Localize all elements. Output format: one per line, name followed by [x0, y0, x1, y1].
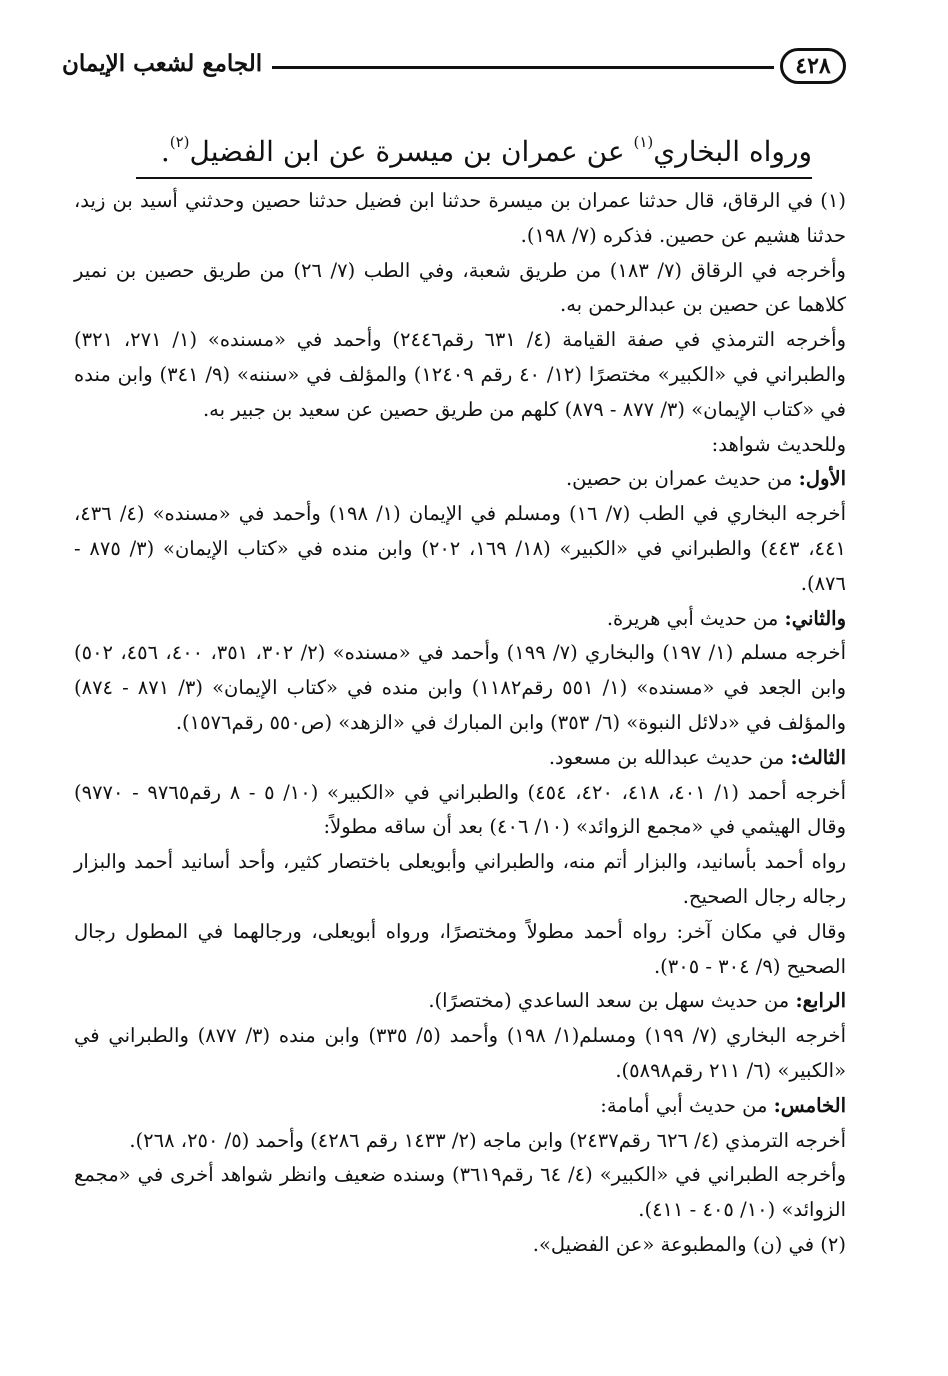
footnote-separator — [136, 177, 812, 179]
footnote-marker-2: (٢) — [169, 133, 190, 151]
footnote-paragraph — [74, 1158, 846, 1228]
main-text — [161, 122, 812, 172]
main-text-part-2: عن عمران بن ميسرة عن ابن الفضيل — [189, 135, 634, 168]
paragraph-heading: والثاني: — [784, 606, 846, 630]
paragraph-text: وأخرجه الطبراني في «الكبير» (٤/ ٦٤ رقم٣٦١٩) وسنده ضعيف وانظر شواهد أخرى في «مجمع الزوائد» (١٠/ ٤٠٥ - ٤١١). — [74, 1163, 846, 1222]
footnote-paragraph — [74, 462, 846, 497]
header-rule — [272, 66, 774, 69]
footnote-paragraph — [74, 254, 846, 324]
footnote-paragraph — [74, 497, 846, 601]
paragraph-heading: الأول: — [798, 467, 846, 491]
book-title: الجامع لشعب الإيمان — [62, 50, 263, 77]
paragraph-text: من حديث عبدالله بن مسعود. — [548, 745, 791, 769]
paragraph-text: من حديث أبي هريرة. — [606, 606, 785, 630]
footnote-paragraph — [74, 602, 846, 637]
paragraph-text: وقال في مكان آخر: رواه أحمد مطولاً ومختصرًا، ورواه أبويعلى، ورجالهما في المطول رجال الصحيح (٩/ ٣٠٤ - ٣٠٥). — [74, 919, 846, 978]
footnote-paragraph — [74, 776, 846, 846]
main-text-part-3: . — [160, 135, 170, 168]
main-text-part-1: ورواه البخاري — [653, 135, 812, 168]
paragraph-text: أخرجه أحمد (١/ ٤٠١، ٤١٨، ٤٢٠، ٤٥٤) والطبراني في «الكبير» (١٠/ ٥ - ٨ رقم٩٧٦٥ - ٩٧٧٠) وقال الهيثمي في «مجمع الزوائد» (١٠/ ٤٠٦) بعد أن ساقه مطولاً: — [74, 780, 846, 839]
footnote-paragraph — [74, 1019, 846, 1089]
footnote-paragraph — [74, 845, 846, 915]
page-number: ٤٢٨ — [780, 48, 846, 84]
footnotes — [74, 184, 846, 1263]
footnote-paragraph — [74, 984, 846, 1019]
footnote-marker-1: (١) — [633, 133, 654, 151]
paragraph-text: (١) في الرقاق، قال حدثنا عمران بن ميسرة حدثنا ابن فضيل حدثنا حصين وحدثني أسيد بن زيد، حدثنا هشيم عن حصين. فذكره (٧/ ١٩٨). — [74, 189, 846, 247]
paragraph-text: وأخرجه في الرقاق (٧/ ١٨٣) من طريق شعبة، وفي الطب (٧/ ٢٦) من طريق حصين بن نمير كلاهما عن حصين بن عبدالرحمن به. — [74, 258, 846, 317]
footnote-paragraph — [74, 1124, 846, 1159]
paragraph-text: وللحديث شواهد: — [711, 432, 846, 456]
footnote-paragraph — [74, 1089, 846, 1124]
running-header — [62, 44, 846, 94]
paragraph-text: أخرجه البخاري (٧/ ١٩٩) ومسلم(١/ ١٩٨) وأحمد (٥/ ٣٣٥) وابن منده (٣/ ٨٧٧) والطبراني في «الكبير» (٦/ ٢١١ رقم٥٨٩٨). — [74, 1024, 846, 1082]
footnote-paragraph — [74, 184, 846, 254]
footnote-paragraph — [74, 323, 846, 427]
footnote-paragraph — [74, 1228, 846, 1263]
paragraph-text: من حديث سهل بن سعد الساعدي (مختصرًا). — [428, 989, 796, 1013]
footnote-paragraph — [74, 428, 846, 463]
paragraph-heading: الثالث: — [790, 745, 846, 769]
footnote-paragraph — [74, 741, 846, 776]
paragraph-text: من حديث عمران بن حصين. — [565, 467, 799, 491]
footnote-paragraph — [74, 636, 846, 740]
paragraph-text: أخرجه الترمذي (٤/ ٦٢٦ رقم٢٤٣٧) وابن ماجه (٢/ ١٤٣٣ رقم ٤٢٨٦) وأحمد (٥/ ٢٥٠، ٢٦٨). — [129, 1128, 846, 1152]
paragraph-text: أخرجه البخاري في الطب (٧/ ١٦) ومسلم في الإيمان (١/ ١٩٨) وأحمد في «مسنده» (٤/ ٤٣٦، ٤٤١، ٤٤٣) والطبراني في «الكبير» (١٨/ ١٦٩، ٢٠٢) وابن منده في «كتاب الإيمان» (٣/ ٨٧٥ - ٨٧٦). — [74, 502, 846, 595]
paragraph-text: أخرجه مسلم (١/ ١٩٧) والبخاري (٧/ ١٩٩) وأحمد في «مسنده» (٢/ ٣٠٢، ٣٥١، ٤٠٠، ٤٥٦، ٥٠٢) وابن الجعد في «مسنده» (١/ ٥٥١ رقم١١٨٢) وابن منده في «كتاب الإيمان» (٣/ ٨٧١ - ٨٧٤) والمؤلف في «دلائل النبوة» (٦/ ٣٥٣) وابن المبارك في «الزهد» (ص٥٥٠ رقم١٥٧٦). — [74, 641, 846, 734]
paragraph-text: (٢) في (ن) والمطبوعة «عن الفضيل». — [532, 1232, 846, 1256]
paragraph-heading: الرابع: — [795, 989, 846, 1013]
paragraph-text: رواه أحمد بأسانيد، والبزار أتم منه، والطبراني وأبويعلى باختصار كثير، وأحد أسانيد أحمد والبزار رجاله رجال الصحيح. — [74, 850, 846, 908]
paragraph-heading: الخامس: — [773, 1093, 846, 1117]
paragraph-text: وأخرجه الترمذي في صفة القيامة (٤/ ٦٣١ رقم٢٤٤٦) وأحمد في «مسنده» (١/ ٢٧١، ٣٢١) والطبراني في «الكبير» مختصرًا (١٢/ ٤٠ رقم ١٢٤٠٩) والمؤلف في «سننه» (٩/ ٣٤١) وابن منده في «كتاب الإيمان» (٣/ ٨٧٧ - ٨٧٩) كلهم من طريق حصين عن سعيد بن جبير به. — [74, 328, 846, 421]
footnote-paragraph — [74, 915, 846, 985]
paragraph-text: من حديث أبي أمامة: — [600, 1093, 774, 1117]
